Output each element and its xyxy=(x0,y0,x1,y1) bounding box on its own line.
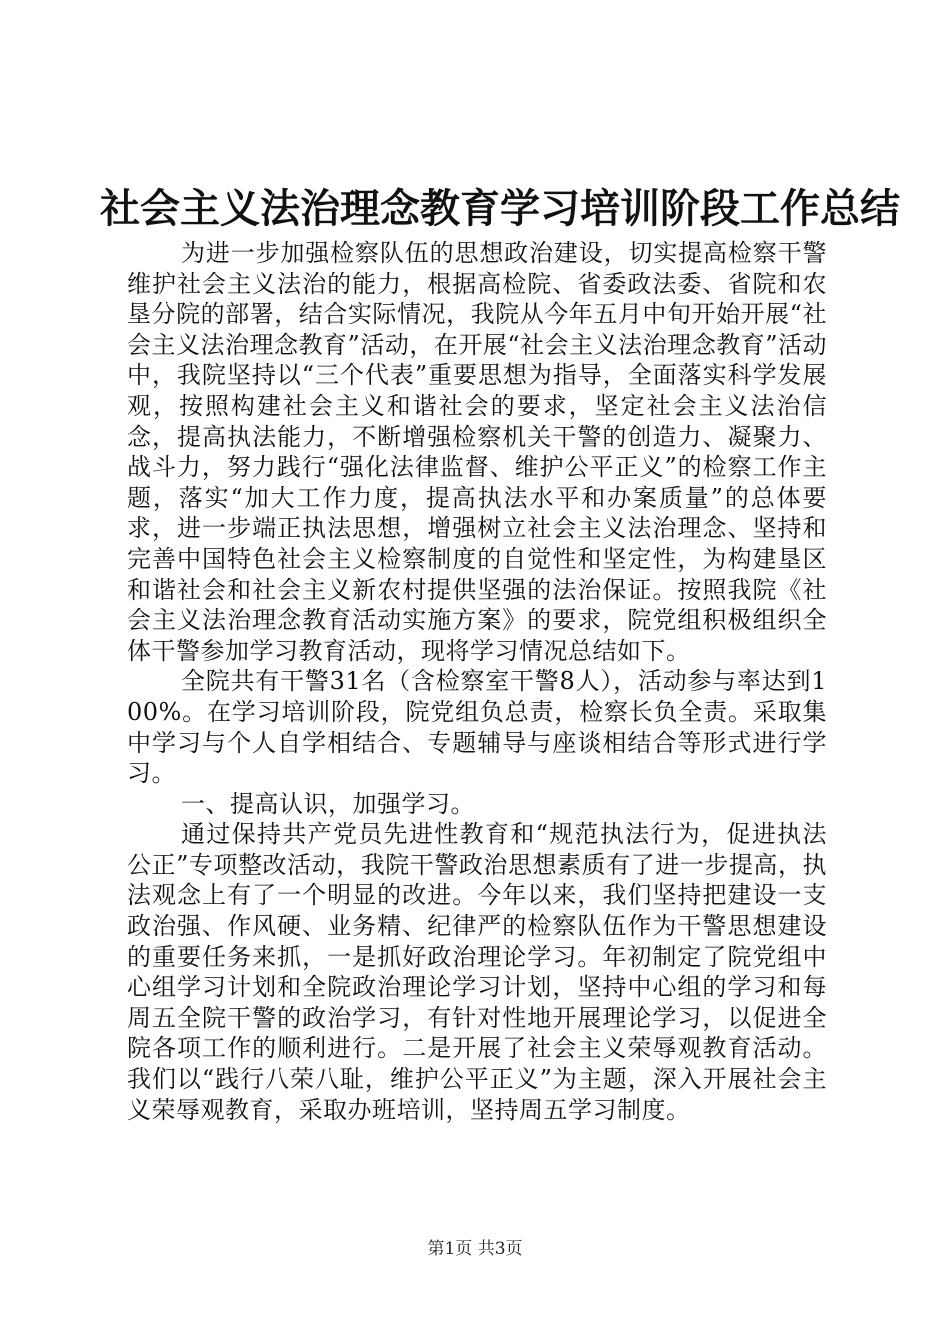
section-heading-1: 一、提高认识，加强学习。 xyxy=(181,789,475,818)
document-title: 社会主义法治理念教育学习培训阶段工作总结 xyxy=(100,185,900,232)
document-body xyxy=(127,238,827,1125)
page-number-footer: 第1页 共3页 xyxy=(427,1239,523,1259)
paragraph-participation: 全院共有干警31名（含检察室干警8人），活动参与率达到100%。在学习培训阶段，院党组负总责，检察长负全责。采取集中学习与个人自学相结合、专题辅导与座谈相结合等形式进行学习。 xyxy=(127,667,827,788)
paragraph-intro: 为进一步加强检察队伍的思想政治建设，切实提高检察干警维护社会主义法治的能力，根据高检院、省委政法委、省院和农垦分院的部署，结合实际情况，我院从今年五月中旬开始开展“社会主义法治理念教育”活动，在开展“社会主义法治理念教育”活动中，我院坚持以“三个代表”重要思想为指导，全面落实科学发展观，按照构建社会主义和谐社会的要求，坚定社会主义法治信念，提高执法能力，不断增强检察机关干警的创造力、凝聚力、战斗力，努力践行“强化法律监督、维护公平正义”的检察工作主题，落实“加大工作力度，提高执法水平和办案质量”的总体要求，进一步端正执法思想，增强树立社会主义法治理念、坚持和完善中国特色社会主义检察制度的自觉性和坚定性，为构建垦区和谐社会和社会主义新农村提供坚强的法治保证。按照我院《社会主义法治理念教育活动实施方案》的要求，院党组积极组织全体干警参加学习教育活动，现将学习情况总结如下。 xyxy=(127,239,827,665)
paragraph-study: 通过保持共产党员先进性教育和“规范执法行为，促进执法公正”专项整改活动，我院干警政治思想素质有了进一步提高，执法观念上有了一个明显的改进。今年以来，我们坚持把建设一支政治强、作风硬、业务精、纪律严的检察队伍作为干警思想建设的重要任务来抓，一是抓好政治理论学习。年初制定了院党组中心组学习计划和全院政治理论学习计划，坚持中心组的学习和每周五全院干警的政治学习，有针对性地开展理论学习，以促进全院各项工作的顺利进行。二是开展了社会主义荣辱观教育活动。我们以“践行八荣八耻，维护公平正义”为主题，深入开展社会主义荣辱观教育，采取办班培训，坚持周五学习制度。 xyxy=(127,820,827,1124)
